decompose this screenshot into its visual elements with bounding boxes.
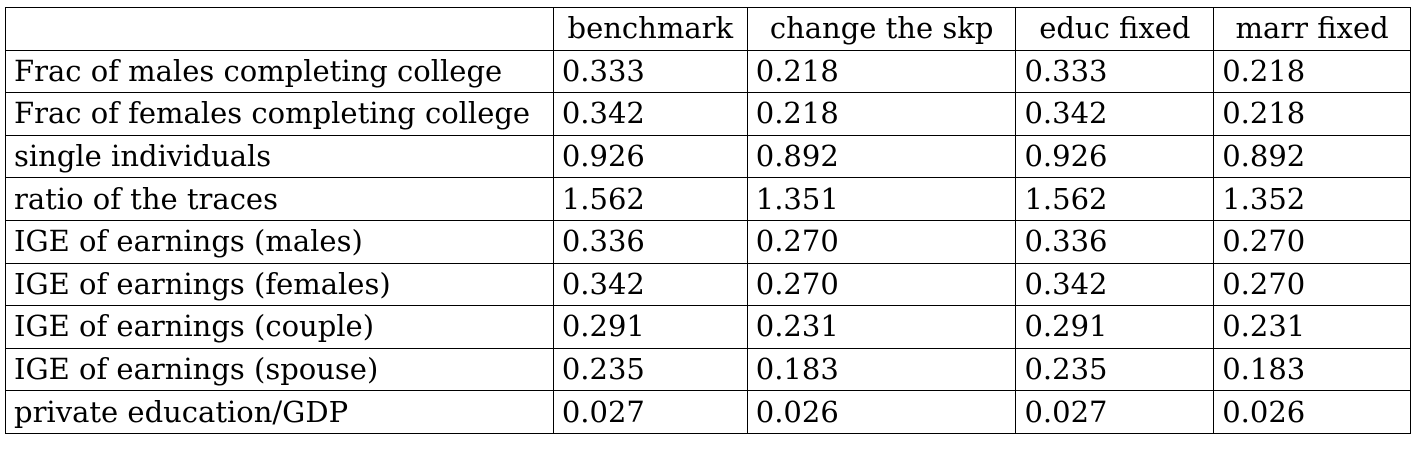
table-cell: 0.333: [1016, 50, 1214, 93]
table-cell: 0.926: [1016, 135, 1214, 178]
table-cell: 1.352: [1214, 178, 1411, 221]
table-cell: 0.892: [747, 135, 1016, 178]
row-label: IGE of earnings (males): [6, 220, 554, 263]
table-cell: 0.270: [1214, 263, 1411, 306]
table-cell: 0.270: [1214, 220, 1411, 263]
table-cell: 0.218: [1214, 50, 1411, 93]
table-cell: 0.291: [553, 306, 747, 349]
table-cell: 0.291: [1016, 306, 1214, 349]
header-cell-change-the-skp: change the skp: [747, 8, 1016, 51]
row-label: private education/GDP: [6, 391, 554, 434]
header-cell-empty: [6, 8, 554, 51]
header-cell-educ-fixed: educ fixed: [1016, 8, 1214, 51]
table-cell: 0.183: [747, 348, 1016, 391]
table-row: [6, 263, 1411, 306]
table-cell: 0.218: [1214, 93, 1411, 136]
results-table-container: [5, 7, 1411, 434]
table-row: [6, 178, 1411, 221]
table-cell: 0.218: [747, 50, 1016, 93]
table-row: [6, 220, 1411, 263]
table-cell: 0.026: [1214, 391, 1411, 434]
table-cell: 0.270: [747, 263, 1016, 306]
results-table: [5, 7, 1411, 434]
table-cell: 0.231: [747, 306, 1016, 349]
table-cell: 1.351: [747, 178, 1016, 221]
row-label: Frac of males completing college: [6, 50, 554, 93]
table-row: [6, 135, 1411, 178]
header-cell-marr-fixed: marr fixed: [1214, 8, 1411, 51]
table-cell: 0.218: [747, 93, 1016, 136]
table-cell: 0.342: [553, 263, 747, 306]
table-row: [6, 50, 1411, 93]
table-row: [6, 391, 1411, 434]
table-cell: 0.336: [553, 220, 747, 263]
row-label: ratio of the traces: [6, 178, 554, 221]
table-cell: 0.342: [1016, 263, 1214, 306]
table-cell: 0.926: [553, 135, 747, 178]
row-label: IGE of earnings (females): [6, 263, 554, 306]
row-label: Frac of females completing college: [6, 93, 554, 136]
row-label: IGE of earnings (spouse): [6, 348, 554, 391]
table-cell: 0.333: [553, 50, 747, 93]
table-body: [6, 50, 1411, 433]
table-cell: 0.892: [1214, 135, 1411, 178]
table-cell: 0.270: [747, 220, 1016, 263]
table-cell: 0.183: [1214, 348, 1411, 391]
table-cell: 0.026: [747, 391, 1016, 434]
table-cell: 0.235: [553, 348, 747, 391]
row-label: single individuals: [6, 135, 554, 178]
table-cell: 0.027: [553, 391, 747, 434]
header-row: [6, 8, 1411, 51]
table-cell: 1.562: [553, 178, 747, 221]
table-cell: 1.562: [1016, 178, 1214, 221]
row-label: IGE of earnings (couple): [6, 306, 554, 349]
table-cell: 0.235: [1016, 348, 1214, 391]
table-cell: 0.336: [1016, 220, 1214, 263]
table-cell: 0.027: [1016, 391, 1214, 434]
header-cell-benchmark: benchmark: [553, 8, 747, 51]
table-row: [6, 93, 1411, 136]
table-row: [6, 348, 1411, 391]
table-row: [6, 306, 1411, 349]
table-cell: 0.342: [1016, 93, 1214, 136]
table-cell: 0.342: [553, 93, 747, 136]
table-header: [6, 8, 1411, 51]
table-cell: 0.231: [1214, 306, 1411, 349]
